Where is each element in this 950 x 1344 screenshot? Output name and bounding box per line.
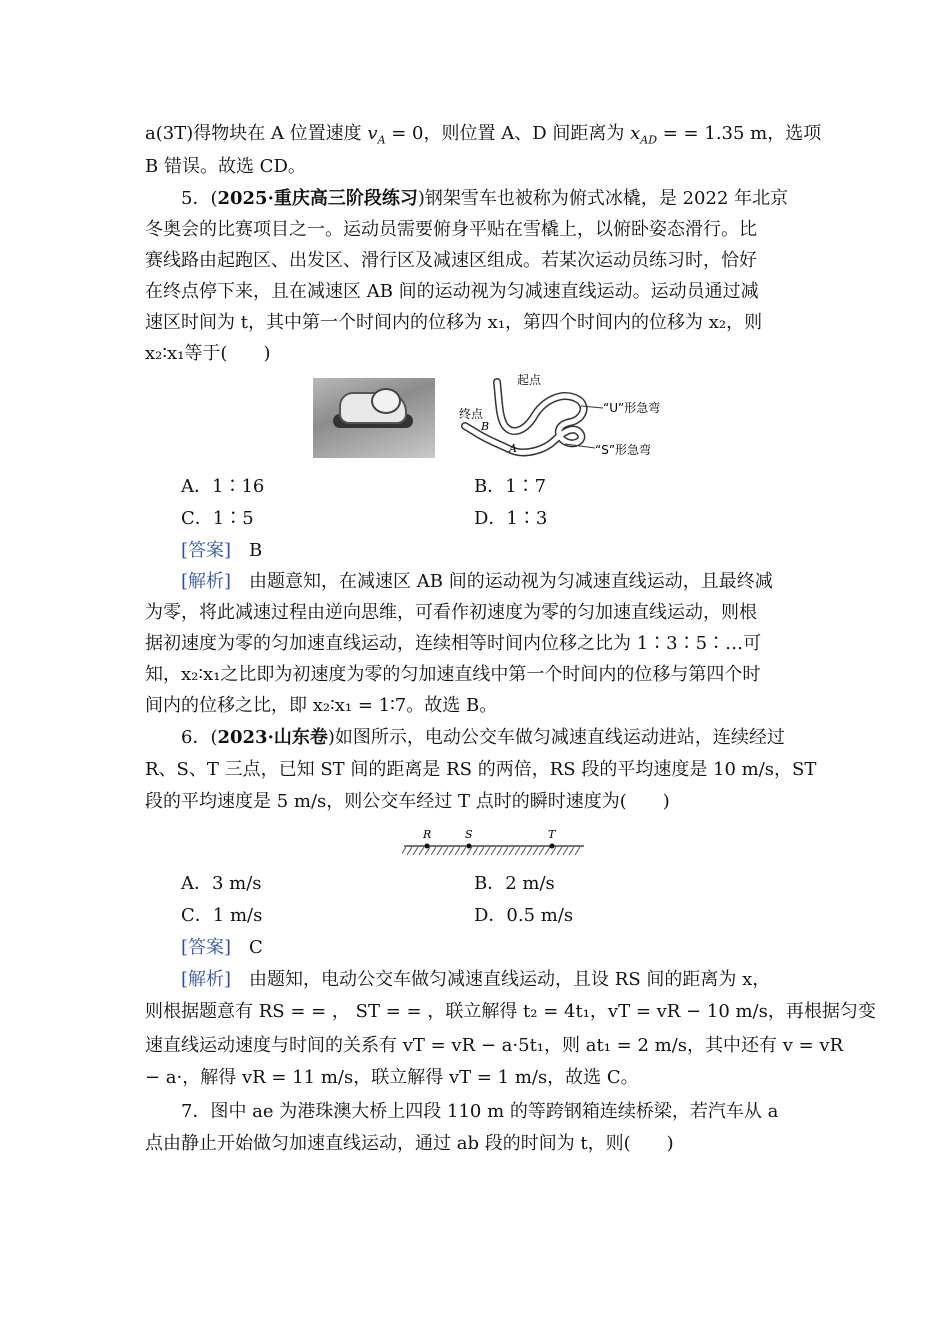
q5-stem-line-5: 速区时间为 t，其中第一个时间内的位移为 x₁，第四个时间内的位移为 x₂，则: [145, 312, 763, 333]
q7-stem-line-2: 点由静止开始做匀加速直线运动，通过 ab 段的时间为 t，则( ): [145, 1133, 674, 1154]
s-bend-label: “S”形急弯: [595, 443, 652, 457]
q6-answer: [答案] C: [181, 937, 263, 958]
q6-explanation-line-4: − a·，解得 vR = 11 m/s，联立解得 vT = 1 m/s，故选 C。: [145, 1067, 639, 1088]
point-a-label: A: [509, 442, 517, 455]
q5-stem-line-2: 冬奥会的比赛项目之一。运动员需要俯身平贴在雪橇上，以俯卧姿态滑行。比: [145, 219, 757, 240]
ground-hatching: [402, 847, 580, 855]
q5-stem-line-6: x₂∶x₁等于( ): [145, 343, 271, 364]
hatch-stroke: [545, 847, 550, 855]
point-s-dot: [467, 844, 472, 849]
helmet-shape: [371, 388, 401, 414]
q6-stem-line-2: R、S、T 三点，已知 ST 间的距离是 RS 的两倍，RS 段的平均速度是 10 m/s，ST: [145, 759, 817, 780]
hatch-stroke: [527, 847, 532, 855]
hatch-stroke: [431, 847, 436, 855]
q6-option-c[interactable]: C．1 m/s: [181, 905, 263, 926]
hatch-stroke: [521, 847, 526, 855]
start-label: 起点: [517, 373, 542, 387]
q5-explanation-line-1: [解析] 由题意知，在减速区 AB 间的运动视为匀减速直线运动，且最终减: [181, 571, 773, 592]
hatch-stroke: [455, 847, 460, 855]
q6-option-b[interactable]: B．2 m/s: [474, 873, 555, 894]
hatch-stroke: [533, 847, 538, 855]
q6-option-a[interactable]: A．3 m/s: [181, 873, 262, 894]
hatch-stroke: [407, 847, 412, 855]
hatch-stroke: [491, 847, 496, 855]
point-t-dot: [550, 844, 555, 849]
q5-option-b[interactable]: B．1∶7: [474, 476, 547, 497]
hatch-stroke: [413, 847, 418, 855]
prev-answer-line-1: a(3T)得物块在 A 位置速度 $v_A = 0$，则位置 A、D 间距离为 $x_{AD}$ = = 1.35 m，选项: [145, 123, 822, 147]
point-r-label: R: [423, 828, 432, 841]
point-r-dot: [425, 844, 430, 849]
hatch-stroke: [575, 847, 580, 855]
hatch-stroke: [569, 847, 574, 855]
q5-option-c[interactable]: C．1∶5: [181, 508, 254, 529]
q6-explanation-line-2: 则根据题意有 RS = = ， ST = = ，联立解得 t₂ = 4t₁，vT = vR − 10 m/s，再根据匀变: [145, 1001, 876, 1022]
point-t-label: T: [548, 828, 556, 841]
hatch-stroke: [449, 847, 454, 855]
q5-explanation-line-4: 知，x₂∶x₁之比即为初速度为零的匀加速直线中第一个时间内的位移与第四个时: [145, 664, 761, 685]
point-b-label: B: [481, 420, 490, 433]
hatch-stroke: [563, 847, 568, 855]
hatch-stroke: [515, 847, 520, 855]
q5-stem-line-4: 在终点停下来，且在减速区 AB 间的运动视为匀减速直线运动。运动员通过减: [145, 281, 759, 302]
end-label: 终点: [459, 407, 484, 421]
q5-explanation-line-3: 据初速度为零的匀加速直线运动，连续相等时间内位移之比为 1∶3∶5∶…可: [145, 633, 762, 654]
hatch-stroke: [473, 847, 478, 855]
q5-explanation-line-5: 间内的位移之比，即 x₂∶x₁ = 1∶7。故选 B。: [145, 695, 498, 716]
q5-stem-line-1: 5．(2025·重庆高三阶段练习)钢架雪车也被称为俯式冰橇，是 2022 年北京: [181, 188, 789, 209]
skeleton-sled-photo: [313, 378, 435, 458]
hatch-stroke: [443, 847, 448, 855]
point-s-label: S: [465, 828, 473, 841]
q5-explanation-line-2: 为零，将此减速过程由逆向思维，可看作初速度为零的匀加速直线运动，则根: [145, 602, 757, 623]
hatch-stroke: [402, 847, 406, 855]
hatch-stroke: [557, 847, 562, 855]
q5-answer: [答案] B: [181, 540, 263, 561]
hatch-stroke: [497, 847, 502, 855]
hatch-stroke: [461, 847, 466, 855]
q6-stem-line-1: 6．(2023·山东卷)如图所示，电动公交车做匀减速直线运动进站，连续经过: [181, 727, 785, 748]
hatch-stroke: [539, 847, 544, 855]
hatch-stroke: [509, 847, 514, 855]
hatch-stroke: [503, 847, 508, 855]
q6-explanation-line-1: [解析] 由题知，电动公交车做匀减速直线运动，且设 RS 间的距离为 x，: [181, 969, 771, 990]
hatch-stroke: [479, 847, 484, 855]
q7-stem-line-1: 7．图中 ae 为港珠澳大桥上四段 110 m 的等跨钢箱连续桥梁，若汽车从 a: [181, 1101, 779, 1122]
q6-option-d[interactable]: D．0.5 m/s: [474, 905, 574, 926]
q6-stem-line-3: 段的平均速度是 5 m/s，则公交车经过 T 点时的瞬时速度为( ): [145, 791, 670, 812]
q5-option-a[interactable]: A．1∶16: [181, 476, 265, 497]
u-bend-label: “U”形急弯: [603, 401, 661, 415]
prev-answer-line-2: B 错误。故选 CD。: [145, 156, 306, 177]
q5-stem-line-3: 赛线路由起跑区、出发区、滑行区及减速区组成。若某次运动员练习时，恰好: [145, 250, 757, 271]
road-diagram: [402, 824, 586, 860]
q5-option-d[interactable]: D．1∶3: [474, 508, 548, 529]
hatch-stroke: [485, 847, 490, 855]
q6-explanation-line-3: 速直线运动速度与时间的关系有 vT = vR − a·5t₁，则 at₁ = 2 m/s，其中还有 v = vR: [145, 1035, 844, 1056]
hatch-stroke: [419, 847, 424, 855]
hatch-stroke: [437, 847, 442, 855]
track-diagram: [455, 370, 685, 465]
